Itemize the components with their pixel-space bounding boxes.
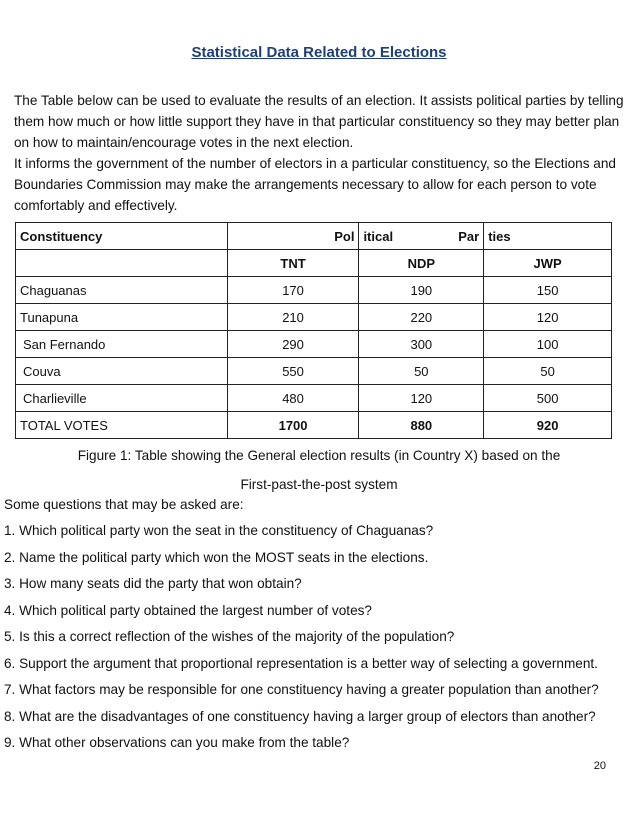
total-cell: 920 — [484, 412, 612, 439]
vote-cell: 300 — [359, 331, 484, 358]
vote-cell: 100 — [484, 331, 612, 358]
intro-paragraph: It informs the government of the number of electors in a particular constituency, so the Elections and Boundaries Commission may make the arrangements necessary to allow for each person to vote comfortably and effectively. — [14, 156, 616, 213]
vote-cell: 220 — [359, 304, 484, 331]
table-row — [16, 277, 612, 304]
caption-line: First-past-the-post system — [240, 477, 398, 492]
party-header: NDP — [359, 250, 484, 277]
question-item: 2. Name the political party which won the MOST seats in the elections. — [4, 549, 429, 565]
constituency-name: San Fernando — [16, 331, 228, 358]
constituency-name: Tunapuna — [16, 304, 228, 331]
vote-cell: 500 — [484, 385, 612, 412]
questions-list — [4, 521, 599, 760]
constituency-name: Charlieville — [16, 385, 228, 412]
question-item: 7. What factors may be responsible for one constituency having a greater population than another? — [4, 682, 599, 697]
constituency-name: Chaguanas — [16, 277, 228, 304]
party-header: JWP — [484, 250, 612, 277]
caption-line: Figure 1: Table showing the General election results (in Country X) based on the — [77, 448, 561, 463]
table-header-row — [16, 223, 612, 250]
vote-cell: 190 — [359, 277, 484, 304]
question-item: 6. Support the argument that proportional representation is a better way of selecting a government. — [4, 655, 598, 671]
table-row — [16, 331, 612, 358]
intro-text — [14, 90, 626, 216]
intro-paragraph: The Table below can be used to evaluate the results of an election. It assists political parties by telling them how much or how little support they have in that particular constituency so they may better plan on how to maintain/encourage votes in the next election. — [14, 93, 624, 150]
vote-cell: 480 — [227, 385, 359, 412]
vote-cell: 50 — [359, 358, 484, 385]
vote-cell: 290 — [227, 331, 359, 358]
total-cell: 1700 — [227, 412, 359, 439]
questions-heading: Some questions that may be asked are: — [4, 497, 244, 512]
party-header: TNT — [227, 250, 359, 277]
vote-cell: 120 — [484, 304, 612, 331]
question-item: 1. Which political party won the seat in the constituency of Chaguanas? — [4, 523, 434, 538]
question-item: 4. Which political party obtained the largest number of votes? — [4, 602, 372, 618]
total-cell: 880 — [359, 412, 484, 439]
empty-cell — [16, 250, 228, 277]
question-item: 5. Is this a correct reflection of the wishes of the majority of the population? — [4, 629, 455, 644]
page-number: 20 — [593, 760, 606, 772]
parties-header-part: ties — [484, 223, 612, 250]
constituency-name: Couva — [16, 358, 228, 385]
question-item: 3. How many seats did the party that won obtain? — [4, 576, 302, 591]
vote-cell: 50 — [484, 358, 612, 385]
vote-cell: 150 — [484, 277, 612, 304]
vote-cell: 550 — [227, 358, 359, 385]
vote-cell: 210 — [227, 304, 359, 331]
table-row — [16, 358, 612, 385]
page-title: Statistical Data Related to Elections — [191, 44, 447, 61]
election-results-table — [15, 222, 612, 439]
party-header-row — [16, 250, 612, 277]
question-item: 9. What other observations can you make from the table? — [4, 735, 350, 750]
vote-cell: 170 — [227, 277, 359, 304]
total-row — [16, 412, 612, 439]
constituency-header: Constituency — [16, 223, 228, 250]
total-label: TOTAL VOTES — [16, 412, 228, 439]
figure-caption — [0, 441, 638, 499]
question-item: 8. What are the disadvantages of one constituency having a larger group of electors than another? — [4, 708, 596, 724]
parties-header-part: Pol — [227, 223, 359, 250]
table-row — [16, 385, 612, 412]
parties-header-part: itical Par — [359, 223, 484, 250]
table-row — [16, 304, 612, 331]
vote-cell: 120 — [359, 385, 484, 412]
